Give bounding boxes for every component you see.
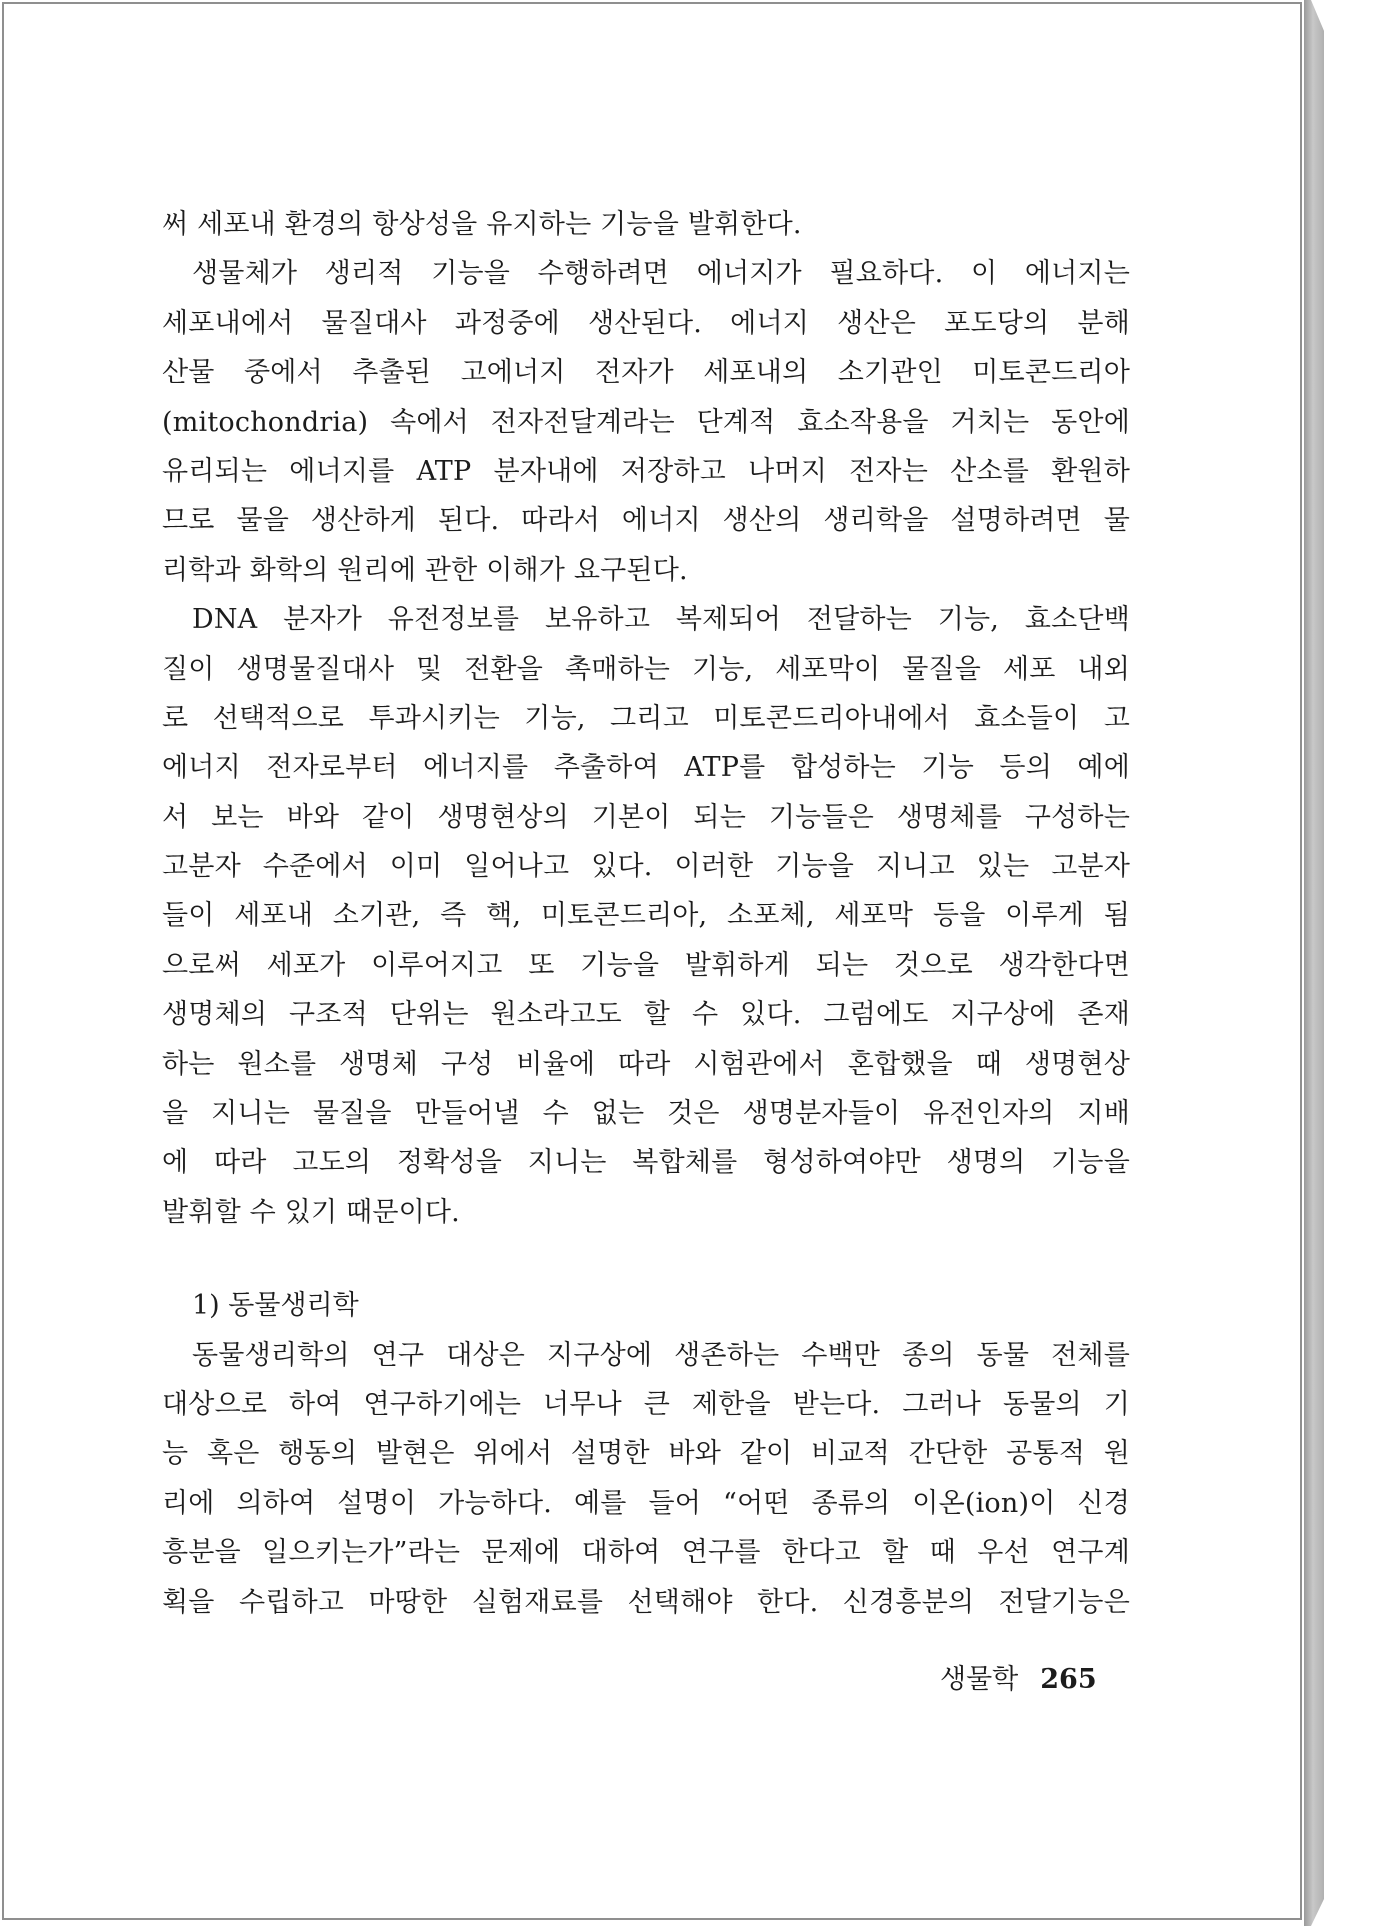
section-heading: 1) 동물생리학 [192,1290,359,1322]
text-line: 산물 중에서 추출된 고에너지 전자가 세포내의 소기관인 미토콘드리아 [162,357,1130,389]
text-line: 써 세포내 환경의 항상성을 유지하는 기능을 발휘한다. [162,209,802,240]
text-line: 리에 의하여 설명이 가능하다. 예를 들어 “어떤 종류의 이온(ion)이 신경 [162,1487,1130,1519]
text-line: 고분자 수준에서 이미 일어나고 있다. 이러한 기능을 지니고 있는 고분자 [162,851,1130,883]
page-number: 265 [1040,1664,1097,1695]
text-line: 서 보는 바와 같이 생명현상의 기본이 되는 기능들은 생명체를 구성하는 [162,801,1130,833]
text-line: 을 지니는 물질을 만들어낼 수 없는 것은 생명분자들이 유전인자의 지배 [162,1098,1130,1130]
paragraph-3 [162,595,1130,1237]
text-line: 능 혹은 행동의 발현은 위에서 설명한 바와 같이 비교적 간단한 공통적 원 [162,1438,1130,1470]
paragraph-2 [162,249,1130,595]
text-line: 에 따라 고도의 정확성을 지니는 복합체를 형성하여야만 생명의 기능을 [162,1147,1130,1179]
page-stack-edge [1304,0,1324,1926]
text-line: 동물생리학의 연구 대상은 지구상에 생존하는 수백만 종의 동물 전체를 [192,1339,1130,1371]
text-line: 획을 수립하고 마땅한 실험재료를 선택해야 한다. 신경흥분의 전달기능은 [162,1586,1130,1618]
text-line: 유리되는 에너지를 ATP 분자내에 저장하고 나머지 전자는 산소를 환원하 [162,455,1130,487]
text-line: 세포내에서 물질대사 과정중에 생산된다. 에너지 생산은 포도당의 분해 [162,307,1130,339]
text-line: 생물체가 생리적 기능을 수행하려면 에너지가 필요하다. 이 에너지는 [192,258,1130,290]
page-body [162,200,1130,1627]
text-line: 리학과 화학의 원리에 관한 이해가 요구된다. [162,554,688,586]
page-footer [940,1662,1097,1698]
text-line: 하는 원소를 생명체 구성 비율에 따라 시험관에서 혼합했을 때 생명현상 [162,1048,1130,1080]
paragraph-1 [162,200,1130,249]
text-line: 흥분을 일으키는가”라는 문제에 대하여 연구를 한다고 할 때 우선 연구계 [162,1537,1130,1569]
paragraph-4 [162,1331,1130,1627]
text-line: 대상으로 하여 연구하기에는 너무나 큰 제한을 받는다. 그러나 동물의 기 [162,1388,1130,1420]
text-line: 로 선택적으로 투과시키는 기능, 그리고 미토콘드리아내에서 효소들이 고 [162,702,1130,734]
text-line: 으로써 세포가 이루어지고 또 기능을 발휘하게 되는 것으로 생각한다면 [162,949,1130,981]
running-title: 생물학 [940,1664,1019,1695]
text-line: 생명체의 구조적 단위는 원소라고도 할 수 있다. 그럼에도 지구상에 존재 [162,999,1130,1031]
text-line: 발휘할 수 있기 때문이다. [162,1196,460,1228]
text-line: 질이 생명물질대사 및 전환을 촉매하는 기능, 세포막이 물질을 세포 내외 [162,653,1130,685]
text-line: 들이 세포내 소기관, 즉 핵, 미토콘드리아, 소포체, 세포막 등을 이루게 됨 [162,900,1130,932]
text-line: 므로 물을 생산하게 된다. 따라서 에너지 생산의 생리학을 설명하려면 물 [162,505,1130,537]
text-line: DNA 분자가 유전정보를 보유하고 복제되어 전달하는 기능, 효소단백 [192,604,1130,636]
text-line: (mitochondria) 속에서 전자전달계라는 단계적 효소작용을 거치는 동안에 [162,406,1130,438]
text-line: 에너지 전자로부터 에너지를 추출하여 ATP를 합성하는 기능 등의 예에 [162,752,1130,784]
